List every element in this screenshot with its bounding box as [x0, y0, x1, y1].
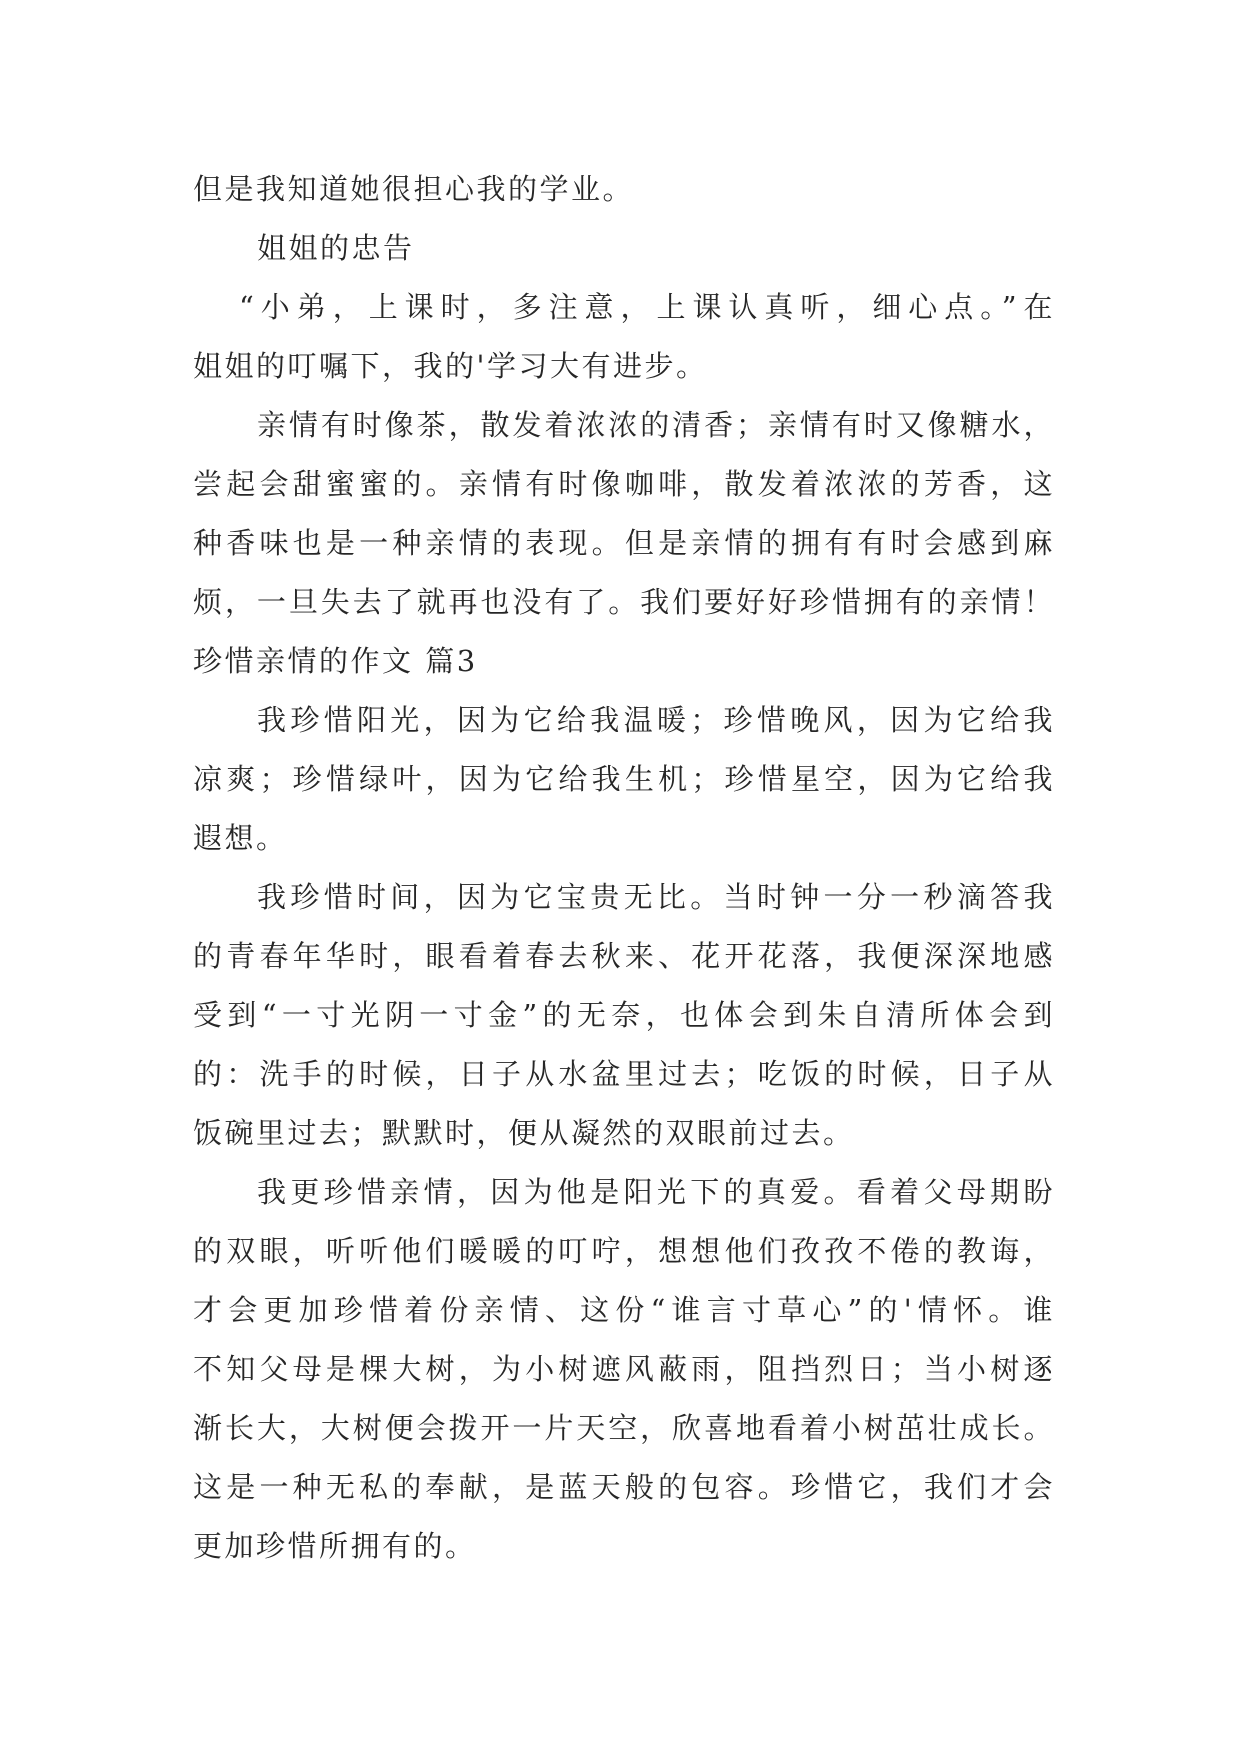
article-title: 珍惜亲情的作文 篇3	[193, 644, 478, 678]
text-line: 尝起会甜蜜蜜的。亲情有时像咖啡，散发着浓浓的芳香，这	[193, 467, 1055, 501]
text-line: 的双眼，听听他们暖暖的叮咛，想想他们孜孜不倦的教诲，	[193, 1234, 1055, 1268]
text-line: 饭碗里过去；默默时，便从凝然的双眼前过去。	[193, 1116, 855, 1150]
text-line: 遐想。	[193, 821, 288, 855]
text-line: 我珍惜阳光，因为它给我温暖；珍惜晚风，因为它给我	[257, 703, 1055, 737]
article-body	[193, 160, 1055, 1576]
text-line: 的青春年华时，眼看着春去秋来、花开花落，我便深深地感	[193, 939, 1055, 973]
text-line: 更加珍惜所拥有的。	[193, 1529, 477, 1563]
text-line: 种香味也是一种亲情的表现。但是亲情的拥有有时会感到麻	[193, 526, 1055, 560]
text-line: “小弟，上课时，多注意，上课认真听，细心点。”在	[239, 290, 1055, 324]
text-line: 亲情有时像茶，散发着浓浓的清香；亲情有时又像糖水，	[257, 408, 1055, 442]
text-line: 但是我知道她很担心我的学业。	[193, 172, 635, 206]
text-line: 这是一种无私的奉献，是蓝天般的包容。珍惜它，我们才会	[193, 1470, 1055, 1504]
text-line: 的：洗手的时候，日子从水盆里过去；吃饭的时候，日子从	[193, 1057, 1055, 1091]
text-line: 渐长大，大树便会拨开一片天空，欣喜地看着小树茁壮成长。	[193, 1411, 1055, 1445]
text-line: 受到“一寸光阴一寸金”的无奈，也体会到朱自清所体会到	[193, 998, 1055, 1032]
text-line: 凉爽；珍惜绿叶，因为它给我生机；珍惜星空，因为它给我	[193, 762, 1055, 796]
text-line: 姐姐的叮嘱下，我的'学习大有进步。	[193, 349, 708, 383]
text-line: 不知父母是棵大树，为小树遮风蔽雨，阻挡烈日；当小树逐	[193, 1352, 1055, 1386]
text-line: 我珍惜时间，因为它宝贵无比。当时钟一分一秒滴答我	[257, 880, 1055, 914]
text-line: 烦，一旦失去了就再也没有了。我们要好好珍惜拥有的亲情！	[193, 585, 1055, 619]
text-line: 才会更加珍惜着份亲情、这份“谁言寸草心”的'情怀。谁	[193, 1293, 1055, 1327]
text-line: 我更珍惜亲情，因为他是阳光下的真爱。看着父母期盼	[257, 1175, 1055, 1209]
section-heading: 姐姐的忠告	[257, 231, 415, 265]
